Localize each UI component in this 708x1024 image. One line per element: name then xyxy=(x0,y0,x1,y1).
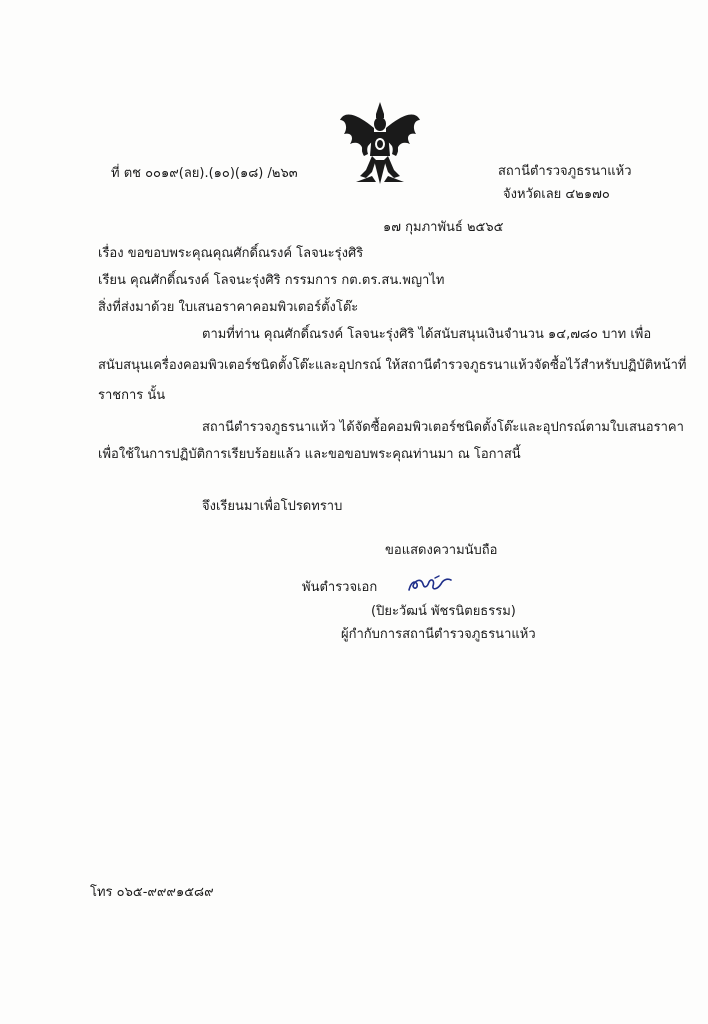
signer-title: ผู้กำกับการสถานีตำรวจภูธรนาแห้ว xyxy=(341,627,536,642)
enclosure-line: สิ่งที่ส่งมาด้วย ใบเสนอราคาคอมพิวเตอร์ตั้งโต๊ะ xyxy=(98,300,359,315)
reference-number: ที่ ตช ๐๐๑๙(ลย).(๑๐)(๑๘) /๒๖๓ xyxy=(111,166,298,181)
closing-salutation: ขอแสดงความนับถือ xyxy=(385,543,498,558)
letter-date: ๑๗ กุมภาพันธ์ ๒๕๖๕ xyxy=(383,220,504,235)
paragraph-1-line-3: ราชการ นั้น xyxy=(98,388,166,403)
signer-rank: พันตำรวจเอก xyxy=(302,580,378,595)
office-address: จังหวัดเลย ๔๒๑๗๐ xyxy=(503,187,610,202)
phone-number: โทร ๐๖๕-๙๙๙๑๕๘๙ xyxy=(90,885,214,900)
handwritten-signature xyxy=(405,574,457,596)
garuda-emblem xyxy=(336,98,424,196)
paragraph-2-line-1: สถานีตำรวจภูธรนาแห้ว ได้จัดซื้อคอมพิวเตอร์ชนิดตั้งโต๊ะและอุปกรณ์ตามใบเสนอราคา xyxy=(202,420,684,435)
recipient-line: เรียน คุณศักดิ์ณรงค์ โลจนะรุ่งศิริ กรรมการ กต.ตร.สน.พญาไท xyxy=(98,273,445,288)
paragraph-1-line-1: ตามที่ท่าน คุณศักดิ์ณรงค์ โลจนะรุ่งศิริ ได้สนับสนุนเงินจำนวน ๑๔,๗๘๐ บาท เพื่อ xyxy=(202,327,652,342)
signer-name: (ปิยะวัฒน์ พัชรนิตยธรรม) xyxy=(371,604,516,619)
paragraph-1-line-2: สนับสนุนเครื่องคอมพิวเตอร์ชนิดตั้งโต๊ะและอุปกรณ์ ให้สถานีตำรวจภูธรนาแห้วจัดซื้อไว้สำหรับปฏิบัติหน้าที่ xyxy=(98,358,687,373)
paragraph-2-line-2: เพื่อใช้ในการปฏิบัติการเรียบร้อยแล้ว และขอขอบพระคุณท่านมา ณ โอกาสนี้ xyxy=(98,447,521,462)
office-name: สถานีตำรวจภูธรนาแห้ว xyxy=(498,164,632,179)
closing-request: จึงเรียนมาเพื่อโปรดทราบ xyxy=(202,499,343,514)
subject-line: เรื่อง ขอขอบพระคุณคุณศักดิ์ณรงค์ โลจนะรุ่งศิริ xyxy=(98,246,364,261)
